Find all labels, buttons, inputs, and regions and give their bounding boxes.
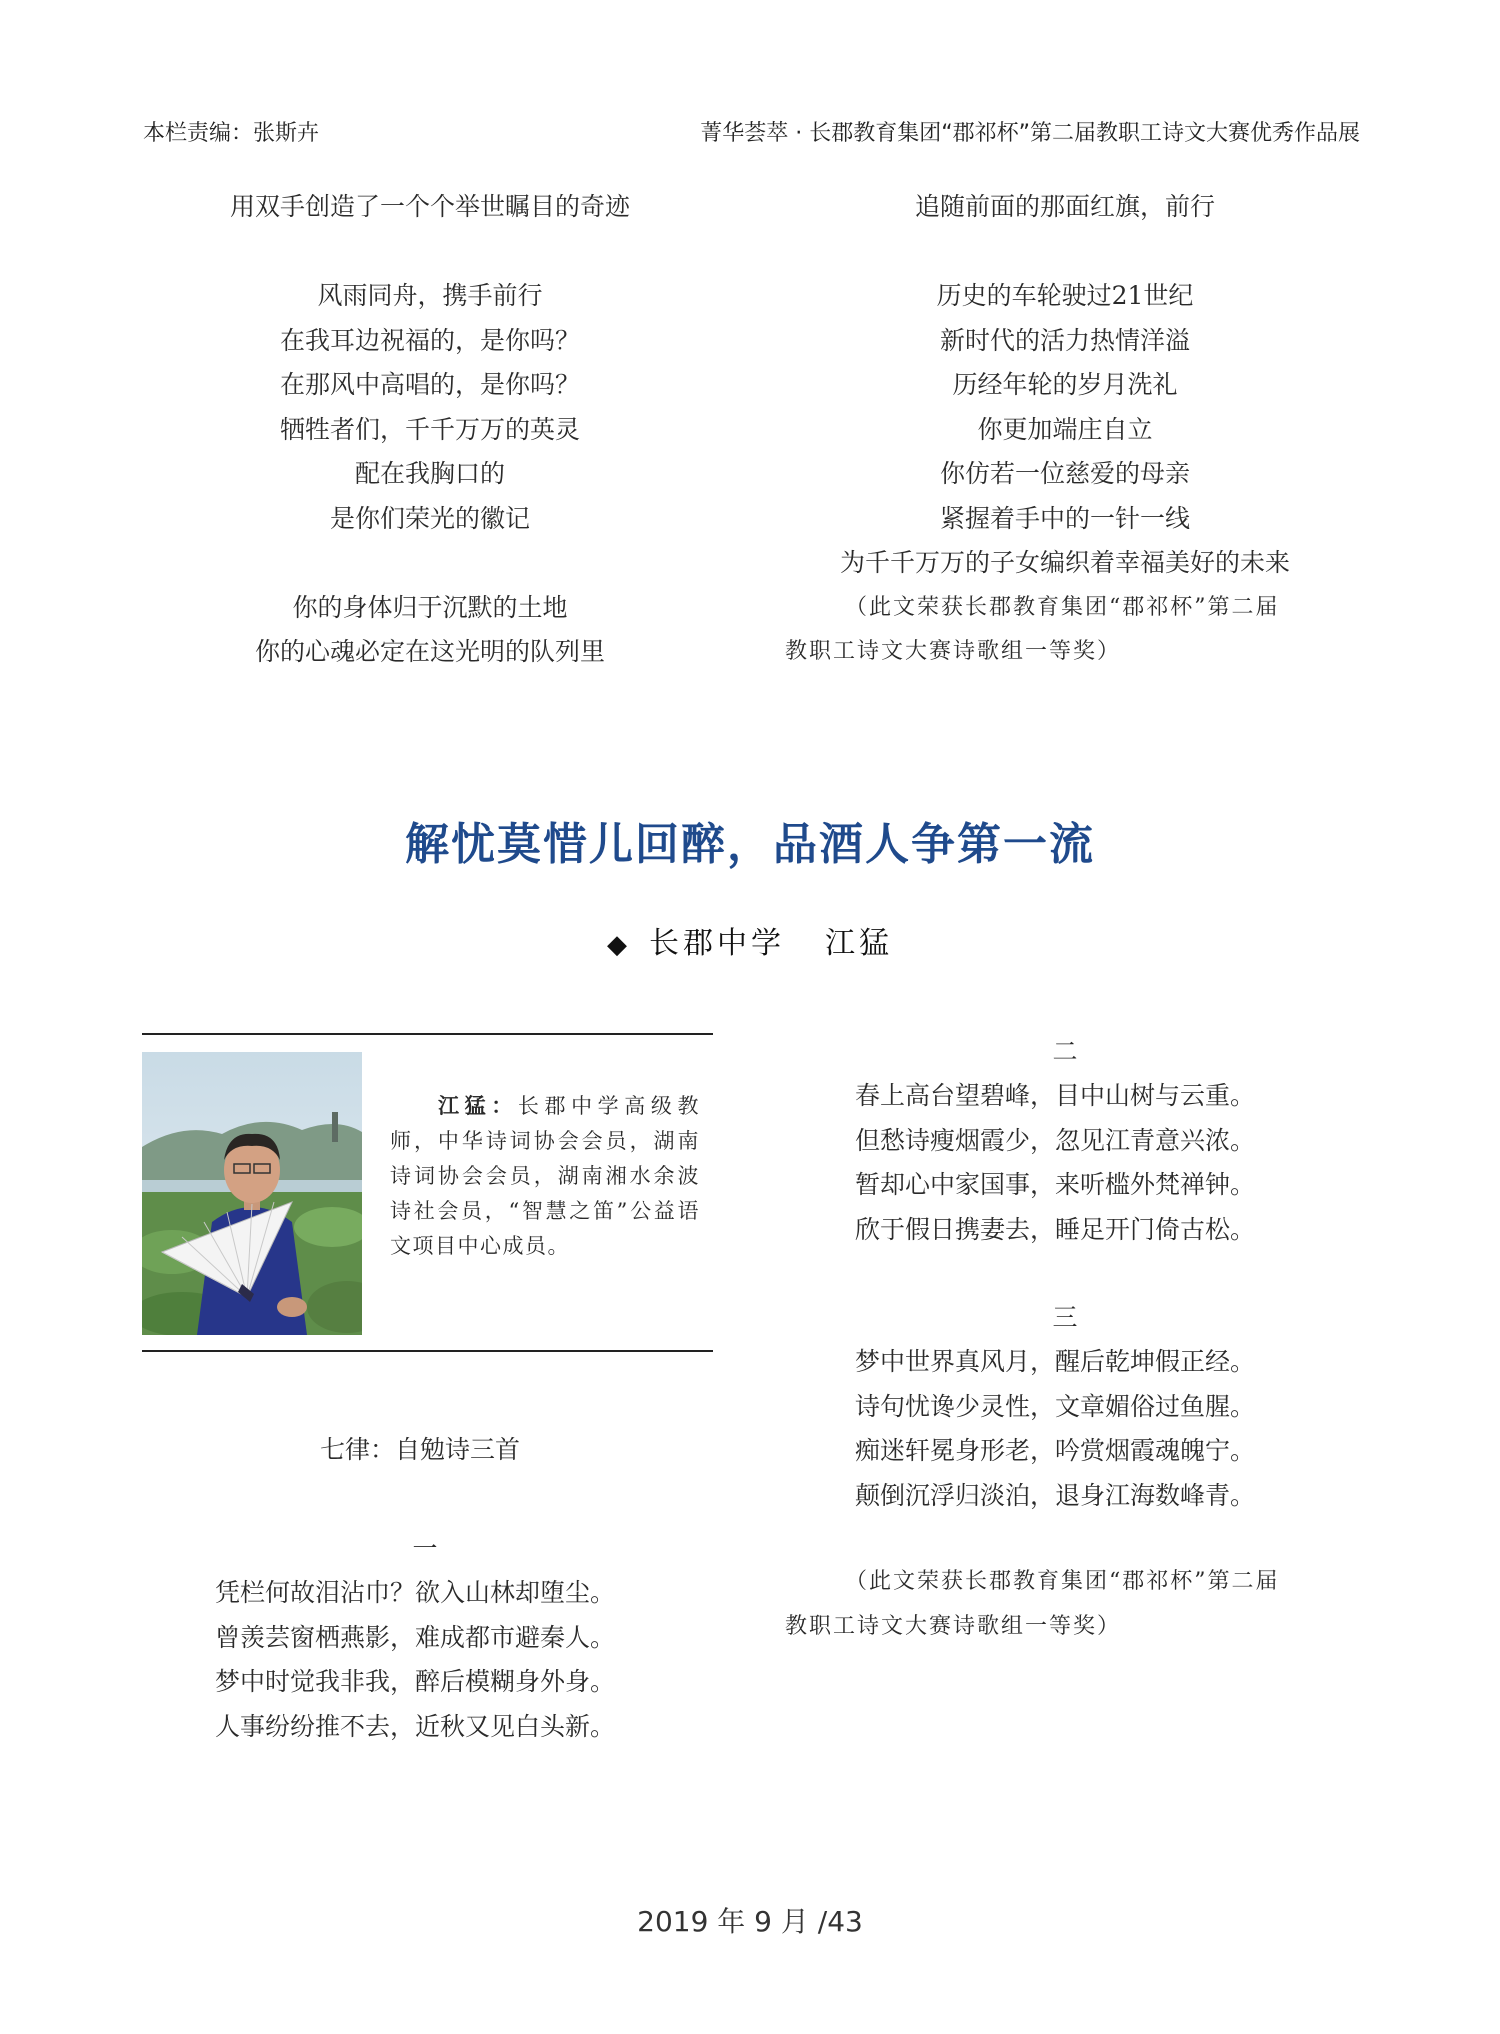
bio-top-rule: [142, 1033, 713, 1035]
bio-bottom-rule: [142, 1350, 713, 1352]
poem-line: 你的心魂必定在这光明的队列里: [254, 637, 605, 666]
poem-line: 暂却心中家国事，来听槛外梵禅钟。: [855, 1170, 1256, 1199]
poem-line: 为千千万万的子女编织着幸福美好的未来: [839, 548, 1290, 577]
poem-line: 你的身体归于沉默的土地: [292, 592, 568, 622]
poem-line: 颠倒沉浮归淡泊，退身江海数峰青。: [855, 1480, 1256, 1510]
header-editor: 本栏责编：张斯卉: [143, 121, 320, 146]
section-number: 一: [412, 1534, 438, 1563]
poem-line: 是你们荣光的徽记: [329, 503, 530, 533]
poem-line: 历经年轮的岁月洗礼: [952, 370, 1178, 399]
poem-left-column: [215, 1428, 635, 1749]
section-number: 二: [1052, 1037, 1078, 1066]
poem-line: 新时代的活力热情洋溢: [939, 325, 1190, 355]
article-title: 解忧莫惜儿回醉，品酒人争第一流: [405, 819, 1095, 870]
byline: [0, 918, 1500, 962]
poem-line: 梦中世界真风月，醒后乾坤假正经。: [855, 1347, 1256, 1376]
poem-line: 曾羡芸窗栖燕影，难成都市避秦人。: [215, 1622, 616, 1652]
poem-line: 凭栏何故泪沾巾？欲入山林却堕尘。: [215, 1578, 616, 1607]
poem-line: 痴迷轩冕身形老，吟赏烟霞魂魄宁。: [855, 1436, 1256, 1465]
poem-line: 历史的车轮驶过21世纪: [936, 281, 1194, 310]
poem-title: 七律：自勉诗三首: [320, 1435, 521, 1464]
bio-text: 长郡中学高级教师，中华诗词协会会员，湖南诗词协会会员，湖南湘水余波诗社会员，“智慧之笛”公益语文项目中心成员。: [390, 1094, 701, 1258]
byline-author: 江猛: [825, 926, 893, 961]
award-note: [785, 1560, 1345, 1649]
top-poem-right-column: [785, 185, 1345, 675]
author-photo-image: [142, 1052, 362, 1335]
poem-line: 在我耳边祝福的，是你吗？: [279, 325, 580, 355]
award-note-line1: （此文荣获长郡教育集团“郡祁杯”第二届: [845, 594, 1280, 620]
poem-line: 人事纷纷推不去，近秋又见白头新。: [215, 1711, 616, 1741]
award-note-line2: 教职工诗文大赛诗歌组一等奖）: [785, 639, 1122, 664]
award-note-line2: 教职工诗文大赛诗歌组一等奖）: [785, 1613, 1122, 1639]
stanza-gap: [785, 230, 1345, 275]
section-number: 三: [1052, 1303, 1078, 1332]
poem-line: 牺牲者们，千千万万的英灵: [279, 414, 580, 444]
author-photo: [142, 1052, 362, 1335]
poem-line: 追随前面的那面红旗，前行: [914, 192, 1215, 221]
page-footer: 2019 年 9 月 /43: [637, 1905, 863, 1938]
stanza-gap: [190, 230, 670, 275]
poem-line: 你仿若一位慈爱的母亲: [939, 459, 1190, 488]
poem-line: 用双手创造了一个个举世瞩目的奇迹: [229, 192, 630, 221]
author-bio: [390, 1088, 700, 1264]
bio-name: 江猛：: [438, 1093, 518, 1118]
award-note-line1: （此文荣获长郡教育集团“郡祁杯”第二届: [845, 1569, 1280, 1594]
poem-line: 在那风中高唱的，是你吗？: [279, 370, 580, 399]
stanza-gap: [190, 541, 670, 586]
header-column-title: 菁华荟萃 · 长郡教育集团“郡祁杯”第二届教职工诗文大赛优秀作品展: [700, 121, 1360, 146]
poem-line: 欣于假日携妻去，睡足开门倚古松。: [855, 1214, 1256, 1244]
poem-line: 梦中时觉我非我，醉后模糊身外身。: [215, 1667, 616, 1696]
poem-line: 紧握着手中的一针一线: [939, 503, 1190, 533]
poem-line: 诗句忧谗少灵性，文章媚俗过鱼腥。: [855, 1391, 1256, 1421]
byline-school: 长郡中学: [649, 926, 785, 961]
poem-line: 但愁诗瘦烟霞少，忽见江青意兴浓。: [855, 1125, 1256, 1155]
poem-line: 春上高台望碧峰，目中山树与云重。: [855, 1081, 1256, 1110]
poem-line: 你更加端庄自立: [977, 414, 1153, 444]
poem-line: 配在我胸口的: [354, 459, 505, 488]
poem-right-column: [855, 1030, 1285, 1518]
diamond-icon: ◆: [607, 930, 631, 960]
top-poem-left-column: [190, 185, 670, 675]
poem-line: 风雨同舟，携手前行: [317, 281, 543, 310]
